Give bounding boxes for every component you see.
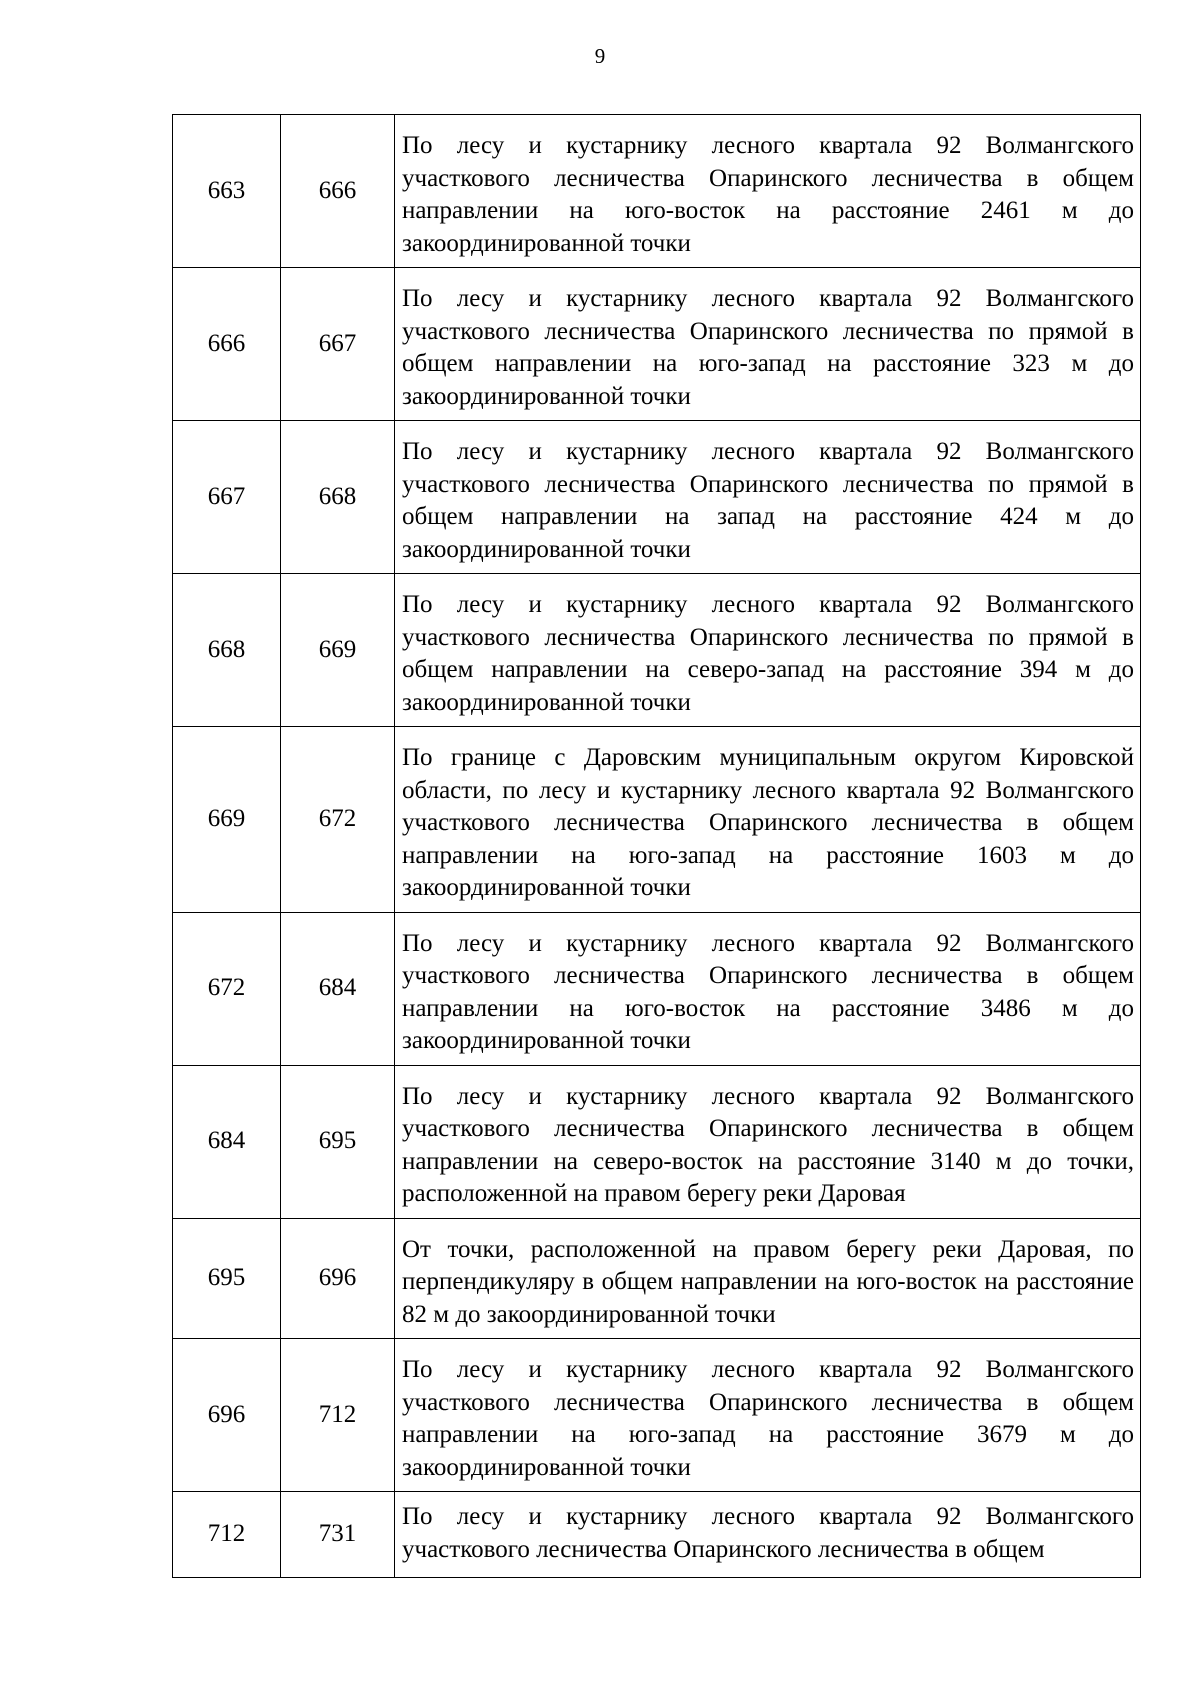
point-to: 667 (281, 268, 395, 421)
table-row (173, 268, 1141, 421)
table-row (173, 115, 1141, 268)
boundary-description: По лесу и кустарнику лесного квартала 92 Волмангского участкового лесничества Опаринского лесничества в общем (395, 1492, 1141, 1578)
point-from: 667 (173, 421, 281, 574)
point-from: 695 (173, 1218, 281, 1339)
point-from: 666 (173, 268, 281, 421)
table-row (173, 727, 1141, 913)
boundary-description: По лесу и кустарнику лесного квартала 92 Волмангского участкового лесничества Опаринского лесничества по прямой в общем направлении на северо-запад на расстояние 394 м до закоординированной точки (395, 574, 1141, 727)
boundary-description: По лесу и кустарнику лесного квартала 92 Волмангского участкового лесничества Опаринского лесничества по прямой в общем направлении на юго-запад на расстояние 323 м до закоординированной точки (395, 268, 1141, 421)
table-row (173, 912, 1141, 1065)
point-from: 668 (173, 574, 281, 727)
point-from: 663 (173, 115, 281, 268)
point-to: 712 (281, 1339, 395, 1492)
point-to: 695 (281, 1065, 395, 1218)
table-row (173, 1065, 1141, 1218)
point-to: 668 (281, 421, 395, 574)
point-from: 696 (173, 1339, 281, 1492)
point-to: 696 (281, 1218, 395, 1339)
table-row (173, 1492, 1141, 1578)
boundary-description: По лесу и кустарнику лесного квартала 92 Волмангского участкового лесничества Опаринского лесничества по прямой в общем направлении на запад на расстояние 424 м до закоординированной точки (395, 421, 1141, 574)
boundary-description: От точки, расположенной на правом берегу реки Даровая, по перпендикуляру в общем направлении на юго-восток на расстояние 82 м до закоординированной точки (395, 1218, 1141, 1339)
point-to: 684 (281, 912, 395, 1065)
boundary-description: По лесу и кустарнику лесного квартала 92 Волмангского участкового лесничества Опаринского лесничества в общем направлении на юго-восток на расстояние 3486 м до закоординированной точки (395, 912, 1141, 1065)
point-from: 684 (173, 1065, 281, 1218)
table-row (173, 574, 1141, 727)
table-row (173, 1218, 1141, 1339)
point-to: 672 (281, 727, 395, 913)
point-to: 731 (281, 1492, 395, 1578)
boundary-description: По границе с Даровским муниципальным округом Кировской области, по лесу и кустарнику лесного квартала 92 Волмангского участкового лесничества Опаринского лесничества в общем направлении на юго-запад на расстояние 1603 м до закоординированной точки (395, 727, 1141, 913)
boundary-description: По лесу и кустарнику лесного квартала 92 Волмангского участкового лесничества Опаринского лесничества в общем направлении на юго-восток на расстояние 2461 м до закоординированной точки (395, 115, 1141, 268)
point-to: 666 (281, 115, 395, 268)
page-number: 9 (594, 44, 606, 68)
boundary-description: По лесу и кустарнику лесного квартала 92 Волмангского участкового лесничества Опаринского лесничества в общем направлении на северо-восток на расстояние 3140 м до точки, расположенной на правом берегу реки Даровая (395, 1065, 1141, 1218)
boundary-description-table (172, 114, 1141, 1578)
table-row (173, 1339, 1141, 1492)
table-row (173, 421, 1141, 574)
point-from: 669 (173, 727, 281, 913)
boundary-description: По лесу и кустарнику лесного квартала 92 Волмангского участкового лесничества Опаринского лесничества в общем направлении на юго-запад на расстояние 3679 м до закоординированной точки (395, 1339, 1141, 1492)
point-to: 669 (281, 574, 395, 727)
table-body (173, 115, 1141, 1578)
point-from: 712 (173, 1492, 281, 1578)
point-from: 672 (173, 912, 281, 1065)
